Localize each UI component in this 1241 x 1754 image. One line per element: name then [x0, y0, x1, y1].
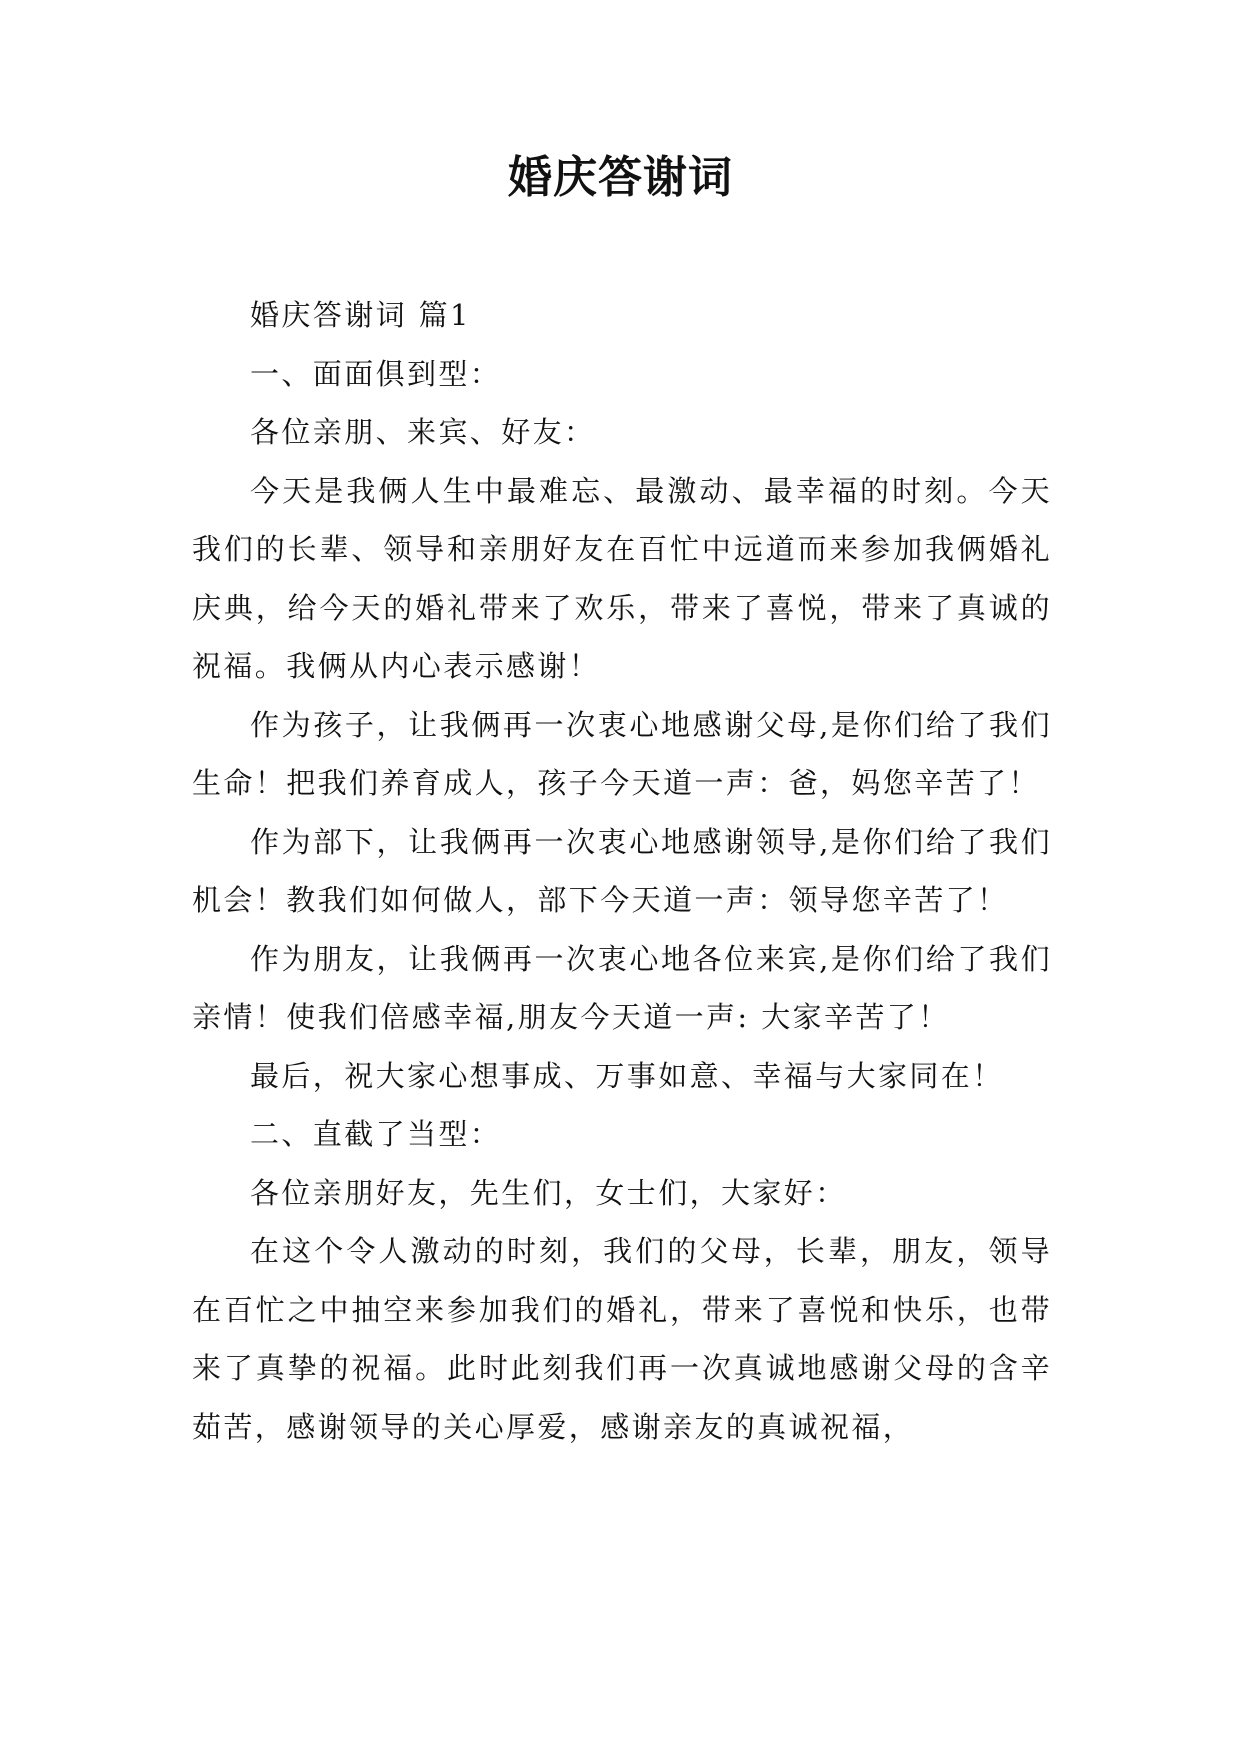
- section-heading: 婚庆答谢词 篇1: [250, 298, 471, 332]
- document-body: [192, 286, 1052, 1456]
- body-paragraph: 今天是我俩人生中最难忘、最激动、最幸福的时刻。今天我们的长辈、领导和亲朋好友在百忙中远道而来参加我俩婚礼庆典，给今天的婚礼带来了欢乐，带来了喜悦，带来了真诚的祝福。我俩从内心表示感谢！: [192, 473, 1052, 683]
- salutation: 各位亲朋、来宾、好友：: [250, 415, 596, 449]
- body-paragraph: 最后，祝大家心想事成、万事如意、幸福与大家同在！: [250, 1058, 1004, 1093]
- subsection-heading: 二、直截了当型：: [250, 1117, 502, 1151]
- page-title: 婚庆答谢词: [508, 152, 733, 203]
- body-paragraph: 作为朋友，让我俩再一次衷心地各位来宾,是你们给了我们亲情！使我们倍感幸福,朋友今天道一声: 大家辛苦了！: [192, 941, 1052, 1034]
- body-paragraph: 在这个令人激动的时刻，我们的父母，长辈，朋友，领导在百忙之中抽空来参加我们的婚礼，带来了喜悦和快乐，也带来了真挚的祝福。此时此刻我们再一次真诚地感谢父母的含辛茹苦，感谢领导的关心厚爱，感谢亲友的真诚祝福，: [192, 1234, 1052, 1444]
- body-paragraph: 作为孩子，让我俩再一次衷心地感谢父母,是你们给了我们生命！把我们养育成人，孩子今天道一声：爸，妈您辛苦了！: [192, 707, 1052, 800]
- body-paragraph: 作为部下，让我俩再一次衷心地感谢领导,是你们给了我们机会！教我们如何做人，部下今天道一声：领导您辛苦了！: [192, 824, 1052, 917]
- subsection-heading: 一、面面俱到型：: [250, 356, 502, 391]
- salutation: 各位亲朋好友，先生们，女士们，大家好：: [250, 1175, 847, 1210]
